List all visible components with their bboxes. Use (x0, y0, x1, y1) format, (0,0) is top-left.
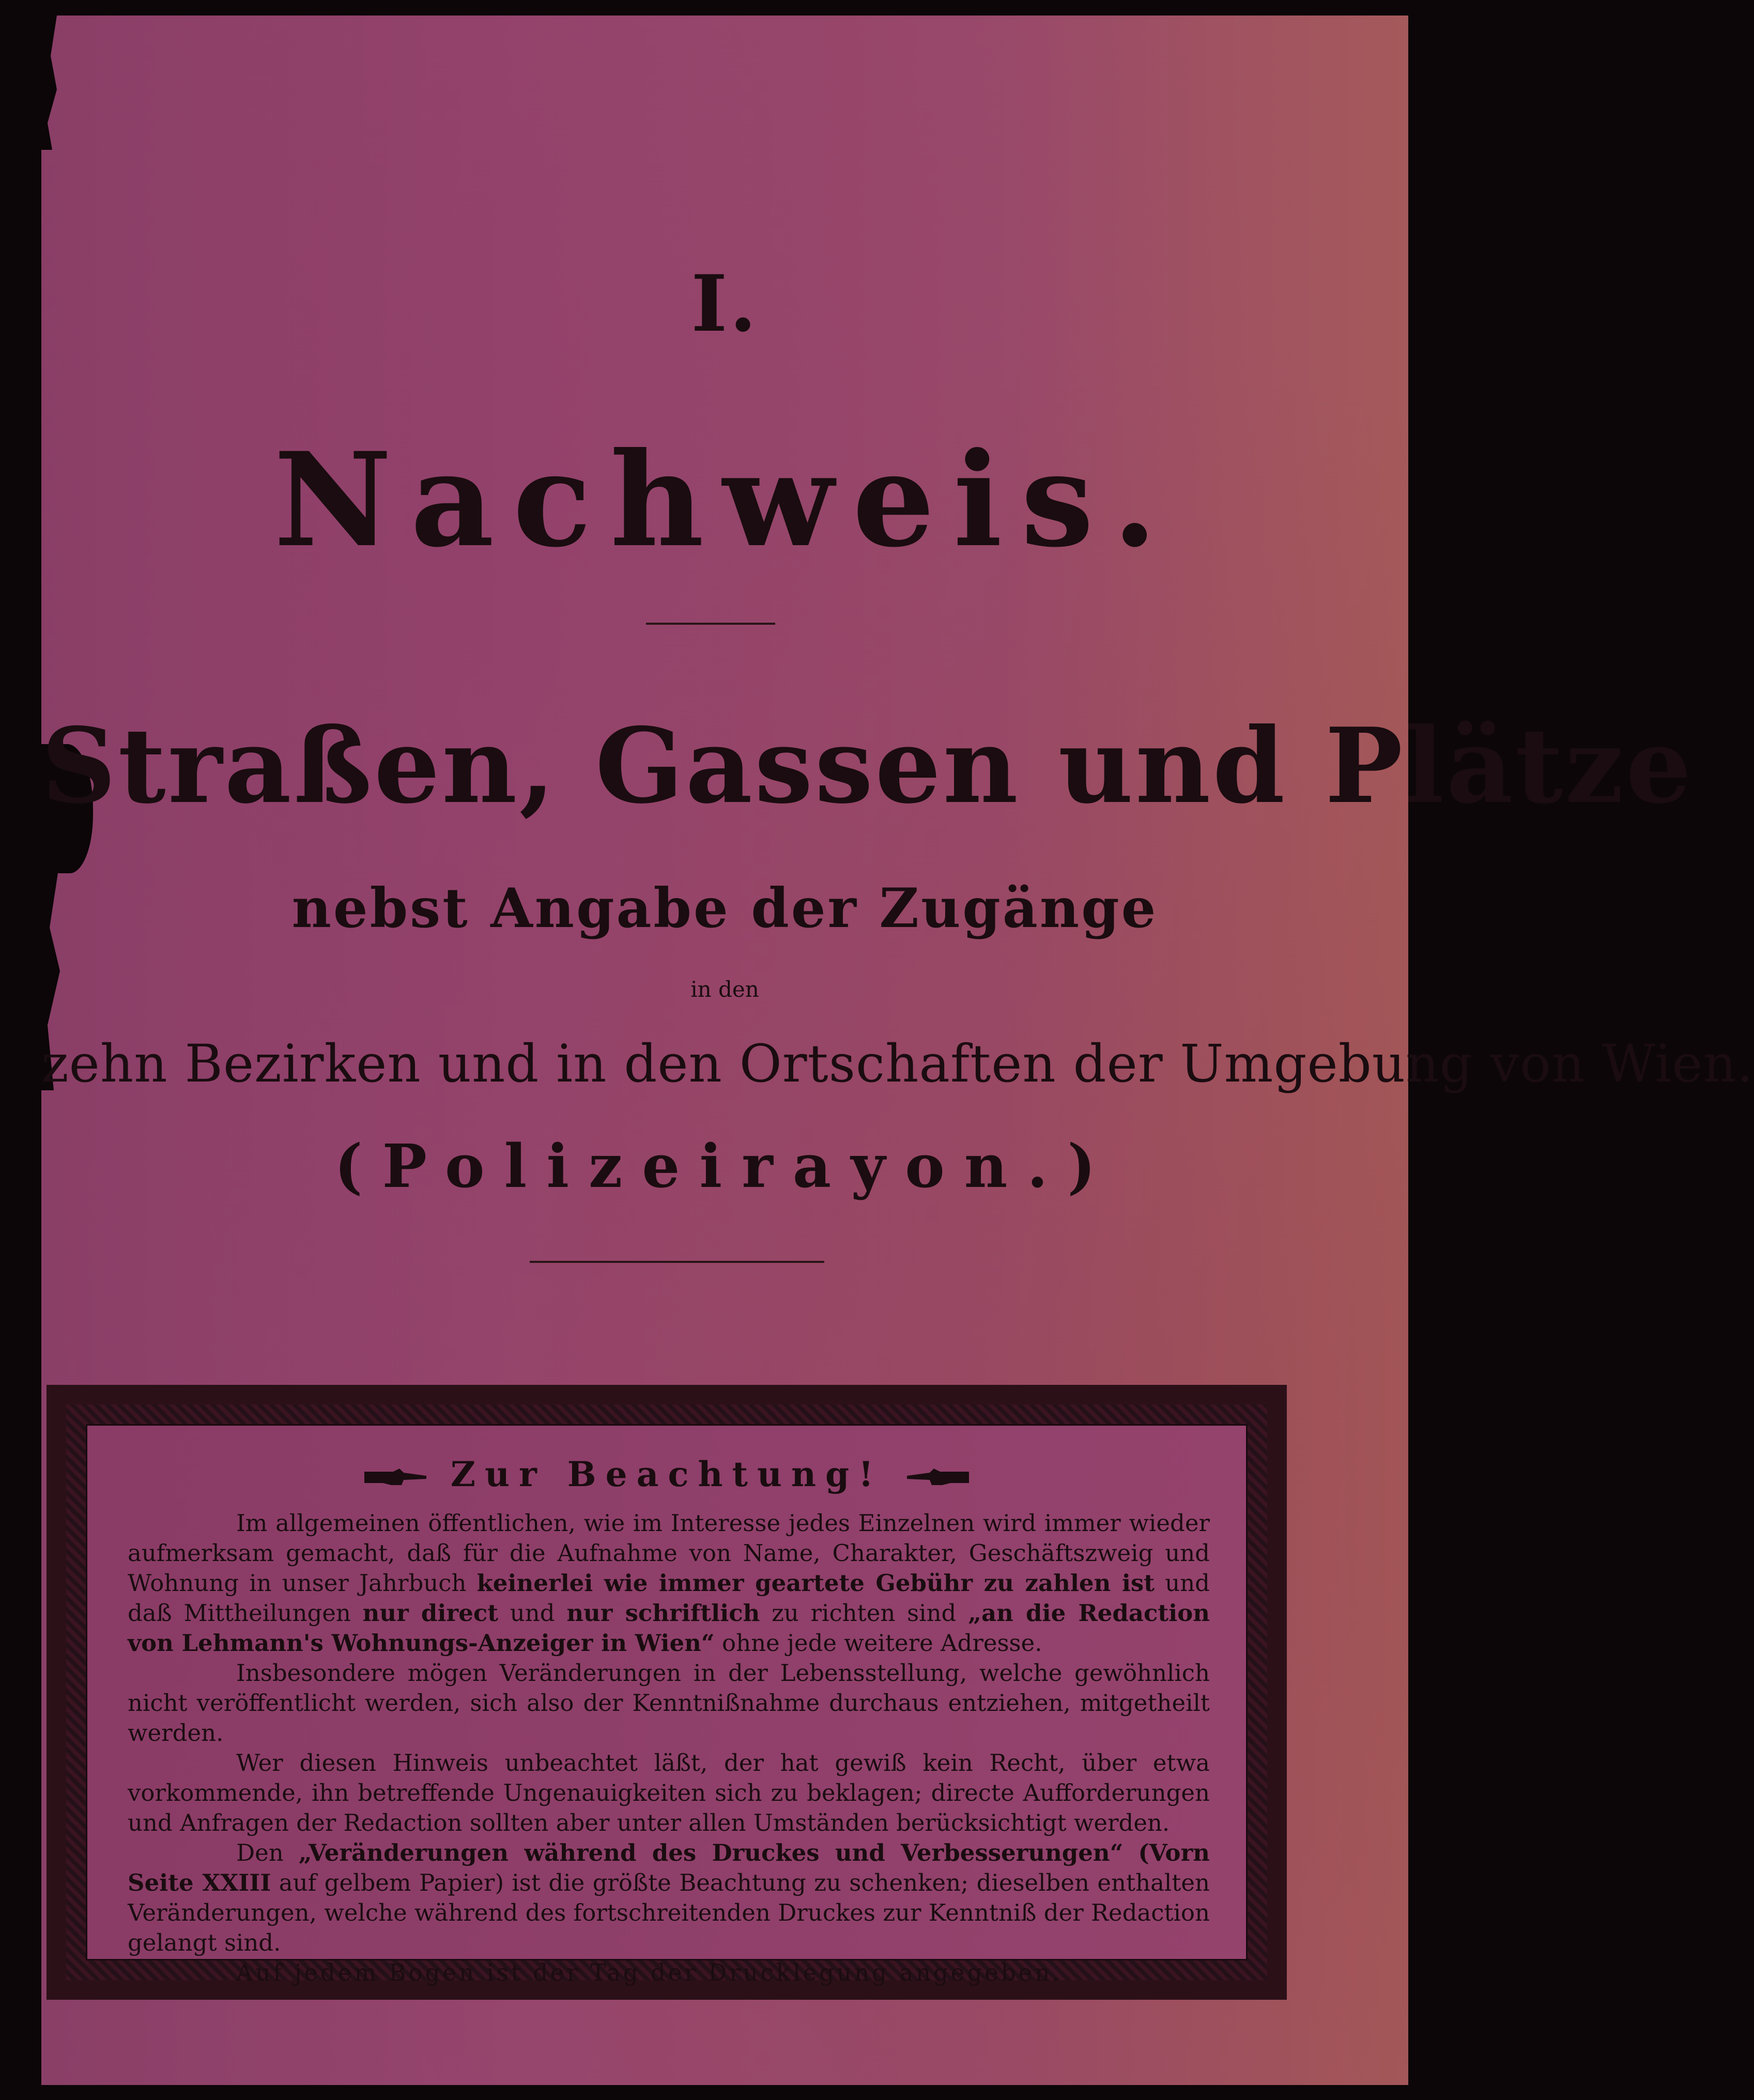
notice-text: auf gelbem Papier) ist die größte Beachtung zu schenken; dieselben enthalten Veränderungen, welche während des fortschreitenden Druckes zur Kenntniß der Redaction gelangt sind. (128, 1869, 1210, 1956)
notice-text: ohne jede weitere Adresse. (714, 1629, 1042, 1657)
notice-text: zu richten sind (760, 1599, 968, 1627)
notice-text: und daß Mittheilungen (128, 1569, 1210, 1627)
notice-text: und (498, 1599, 567, 1627)
notice-emphasis: „Veränderungen während des Druckes und Verbesserungen“ (298, 1839, 1124, 1866)
notice-paragraph-3: Wer diesen Hinweis unbeachtet läßt, der hat gewiß kein Recht, über etwa vorkommende, ihn betreffende Ungenauigkeiten sich zu beklagen; directe Aufforderungen und Anfragen der Redaction sollten aber unter allen Umständen berücksichtigt werden. (128, 1749, 1210, 1836)
subtitle-line-districts: zehn Bezirken und in den Ortschaften der Umgebung von Wien. (41, 1033, 1754, 1094)
notice-title: Zur Beachtung! (450, 1454, 883, 1494)
pointing-hand-left-icon (904, 1466, 971, 1488)
divider-top (646, 623, 775, 625)
notice-paragraph-4 (128, 1838, 1210, 1958)
notice-paragraph-1 (128, 1508, 1210, 1658)
notice-emphasis: keinerlei wie immer geartete Gebühr zu zahlen ist (476, 1569, 1155, 1597)
subtitle-line-rayon: (Polizeirayon.) (334, 1132, 1115, 1201)
subtitle-line-access: nebst Angabe der Zugänge (291, 876, 1158, 940)
notice-text: Den (236, 1839, 299, 1866)
subtitle-connector: in den (690, 977, 759, 1002)
notice-emphasis: nur direct (362, 1599, 499, 1627)
document-page (41, 16, 1754, 2085)
notice-emphasis: (Vorn Seite XXIII (128, 1839, 1210, 1896)
torn-edge-upper (41, 16, 57, 150)
notice-text: Im allgemeinen öffentlichen, wie im Interesse jedes Einzelnen wird immer wieder aufmerksam gemacht, daß für die Aufnahme von Name, Charakter, Geschäftszweig und Wohnung in unser Jahrbuch (128, 1509, 1210, 1597)
page-subtitle: Straßen, Gassen und Plätze (41, 705, 1694, 827)
notice-panel (86, 1424, 1248, 1986)
notice-emphasis: nur schriftlich (566, 1599, 760, 1627)
divider-bottom (530, 1261, 824, 1263)
notice-paragraph-2: Insbesondere mögen Veränderungen in der Lebensstellung, welche gewöhnlich nicht veröffentlicht werden, sich also der Kenntnißnahme durchaus entziehen, mitgetheilt werden. (128, 1659, 1210, 1747)
notice-paragraph-5: Auf jedem Bogen ist der Tag der Drucklegung angegeben. (236, 1959, 1063, 1986)
notice-box (47, 1385, 1287, 2000)
pointing-hand-right-icon (362, 1466, 429, 1488)
page-title: Nachweis. (273, 424, 1176, 576)
notice-body (128, 1508, 1210, 1988)
notice-title-row (87, 1454, 1246, 1494)
notice-emphasis: „an die Redaction von Lehmann's Wohnungs-Anzeiger in Wien“ (128, 1599, 1210, 1657)
notice-text (1124, 1839, 1138, 1866)
section-numeral: I. (691, 258, 759, 349)
